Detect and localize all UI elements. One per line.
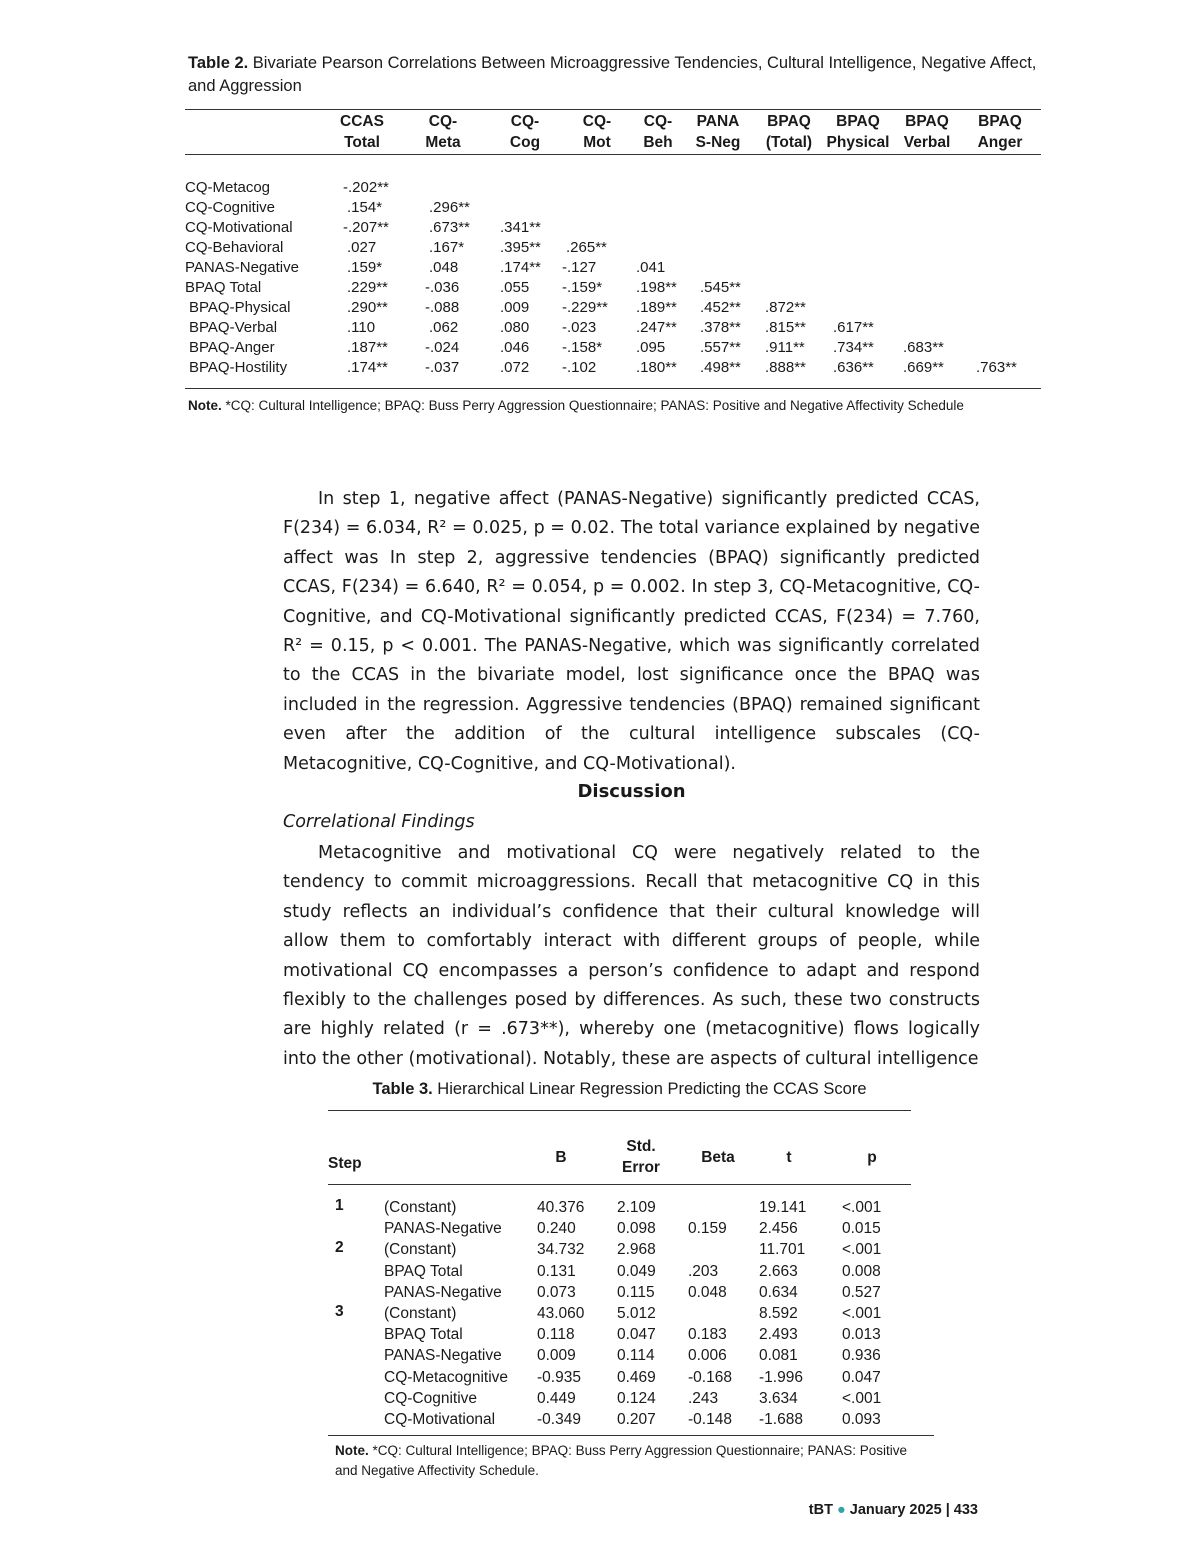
- t3-cell-t: 11.701: [759, 1241, 806, 1259]
- t3-cell-beta: -0.168: [688, 1368, 732, 1386]
- t2-cell: -.158*: [562, 339, 603, 356]
- t2-col-header: [749, 111, 829, 153]
- t3-cell-p: <.001: [842, 1305, 882, 1322]
- t3-cell-beta: 0.159: [688, 1220, 727, 1238]
- t3-cell-p: 0.008: [842, 1262, 881, 1280]
- footer-separator: |: [945, 1502, 950, 1518]
- table3-header-b: B: [555, 1149, 567, 1166]
- t2-cell: .009: [500, 299, 530, 316]
- t2-row-label: BPAQ-Verbal: [189, 319, 278, 336]
- t3-cell-b: 40.376: [537, 1199, 585, 1216]
- t3-step-number: 1: [335, 1197, 344, 1214]
- table2-bottom-rule: [185, 388, 1041, 389]
- t2-cell: .265**: [566, 239, 607, 256]
- t2-row-label: BPAQ-Hostility: [189, 359, 288, 376]
- t3-cell-t: 8.592: [759, 1305, 798, 1322]
- t3-cell-p: 0.093: [842, 1411, 881, 1428]
- t3-cell-p: 0.936: [842, 1347, 881, 1365]
- t2-cell: .498**: [700, 359, 741, 376]
- footer-journal: tBT: [808, 1502, 833, 1518]
- t3-cell-p: 0.527: [842, 1283, 881, 1301]
- t2-cell: -.229**: [562, 299, 608, 316]
- t2-cell: .617**: [833, 319, 874, 336]
- t2-col-header-line: (Total): [765, 134, 813, 151]
- t2-cell: -.202**: [343, 179, 389, 196]
- t2-col-header: [403, 111, 483, 153]
- table2-header-rule: [185, 154, 1041, 155]
- t2-col-header-line: Verbal: [903, 134, 951, 151]
- t2-cell: .296**: [429, 199, 470, 216]
- t2-cell: .378**: [700, 319, 741, 336]
- table2-caption-text: Bivariate Pearson Correlations Between Microaggressive Tendencies, Cultural Intelligence, Negative Affect, and Aggression: [188, 54, 1037, 95]
- table2-note: [188, 398, 964, 413]
- t3-predictor: CQ-Metacognitive: [384, 1368, 509, 1386]
- t3-cell-t: 2.456: [759, 1220, 798, 1238]
- discussion-paragraph: Metacognitive and motivational CQ were negatively related to the tendency to commit microaggressions. Recall that metacognitive CQ in this study reflects an individual’s confidence that their cultural knowledge will allow them to comfortably interact with different groups of people, while motivational CQ encompasses a person’s confidence to adapt and respond flexibly to the challenges posed by differences. As such, these two constructs are highly related (r = .673**), whereby one (metacognitive) flows logically into the other (motivational). Notably, these are aspects of cultural intelligence: [283, 843, 980, 1069]
- t3-cell-beta: .243: [688, 1389, 719, 1407]
- t2-cell: -.088: [425, 299, 460, 316]
- t2-cell: .080: [500, 319, 530, 336]
- t3-cell-se: 2.968: [617, 1241, 656, 1259]
- t2-col-header-line: PANA: [696, 113, 740, 130]
- t2-cell: .174**: [347, 359, 388, 376]
- t3-cell-b: 0.240: [537, 1220, 576, 1238]
- t3-cell-b: 0.131: [537, 1262, 576, 1280]
- t3-step-number: 2: [335, 1239, 344, 1257]
- t2-col-header: [322, 111, 402, 153]
- t2-cell: .669**: [903, 359, 944, 376]
- footer-dot-icon: ●: [836, 1502, 846, 1518]
- t3-predictor: PANAS-Negative: [384, 1347, 502, 1365]
- t2-col-header: [485, 111, 565, 153]
- t3-cell-b: 0.118: [537, 1326, 575, 1344]
- t3-cell-se: 0.098: [617, 1220, 656, 1238]
- t3-cell-beta: 0.006: [688, 1347, 727, 1365]
- t3-cell-b: 0.073: [537, 1283, 576, 1301]
- t3-predictor: (Constant): [384, 1241, 457, 1259]
- t3-predictor: PANAS-Negative: [384, 1220, 502, 1238]
- t3-cell-p: <.001: [842, 1199, 882, 1216]
- t3-cell-t: 2.663: [759, 1262, 798, 1280]
- t3-cell-b: 0.009: [537, 1347, 576, 1365]
- t2-col-header-line: CCAS: [340, 113, 384, 130]
- t3-cell-se: 0.207: [617, 1411, 656, 1428]
- t2-cell: .229**: [347, 279, 388, 296]
- table2-top-rule: [185, 109, 1041, 110]
- t3-cell-t: 0.081: [759, 1347, 798, 1365]
- t3-cell-p: <.001: [842, 1389, 882, 1407]
- t2-row-label: CQ-Metacog: [185, 179, 271, 196]
- t2-col-header-line: CQ-: [582, 113, 612, 130]
- table3-caption-label: Table 3.: [372, 1080, 433, 1098]
- t2-cell: .557**: [700, 339, 741, 356]
- t2-cell: .041: [636, 259, 666, 276]
- page-number: 433: [953, 1502, 978, 1518]
- t2-row-label: BPAQ Total: [185, 279, 262, 296]
- t2-col-header: [887, 111, 967, 153]
- t2-col-header-line: CQ-: [510, 113, 540, 130]
- t2-cell: .290**: [347, 299, 388, 316]
- t2-cell: .763**: [976, 359, 1017, 376]
- t3-cell-beta: -0.148: [688, 1411, 732, 1428]
- discussion-heading: Discussion: [577, 781, 686, 802]
- t3-cell-beta: 0.048: [688, 1283, 727, 1301]
- t2-col-header-line: Beh: [643, 134, 673, 151]
- table3-header-t: t: [786, 1149, 792, 1166]
- table3-header-se-line2: Error: [622, 1159, 660, 1176]
- table3-caption: [328, 1080, 911, 1099]
- t2-col-header-line: CQ-: [428, 113, 458, 130]
- results-paragraph: In step 1, negative affect (PANAS-Negative) significantly predicted CCAS, F(234) = 6.034, R² = 0.025, p = 0.02. The total variance explained by negative affect was In step 2, aggressive tendencies (BPAQ) significantly predicted CCAS, F(234) = 6.640, R² = 0.054, p = 0.002. In step 3, CQ-Metacognitive, CQ-Cognitive, and CQ-Motivational significantly predicted CCAS, F(234) = 7.760, R² = 0.15, p < 0.001. The PANAS-Negative, which was significantly correlated to the CCAS in the bivariate model, lost significance once the BPAQ was included in the regression. Aggressive tendencies (BPAQ) remained significant even after the addition of the cultural intelligence subscales (CQ-Metacognitive, CQ-Cognitive, and CQ-Motivational).: [283, 489, 980, 774]
- page-footer: [809, 1502, 978, 1518]
- t2-col-header-line: BPAQ: [905, 113, 949, 130]
- t2-cell: .189**: [636, 299, 677, 316]
- table2-note-label: Note.: [188, 398, 222, 413]
- t2-cell: .452**: [700, 299, 741, 316]
- t2-cell: .055: [500, 279, 530, 296]
- t3-cell-t: 19.141: [759, 1199, 807, 1216]
- t3-predictor: (Constant): [384, 1199, 457, 1216]
- t2-cell: .636**: [833, 359, 874, 376]
- t3-cell-p: 0.013: [842, 1326, 881, 1344]
- t3-cell-se: 0.114: [617, 1347, 655, 1365]
- t2-row-label: BPAQ-Anger: [189, 339, 275, 356]
- t2-cell: .247**: [636, 319, 677, 336]
- t3-predictor: CQ-Motivational: [384, 1411, 496, 1428]
- table3-header-se-line1: Std.: [626, 1138, 656, 1155]
- t2-cell: -.036: [425, 279, 460, 296]
- t2-col-header-line: Meta: [425, 134, 461, 151]
- t3-cell-b: 34.732: [537, 1241, 585, 1259]
- t2-row-label: PANAS-Negative: [185, 259, 299, 276]
- table2-caption: [188, 52, 1048, 98]
- t2-cell: .027: [347, 239, 377, 256]
- t2-col-header: [818, 111, 898, 153]
- t3-cell-t: 2.493: [759, 1326, 798, 1344]
- t2-col-header-line: Anger: [977, 134, 1023, 151]
- t2-cell: -.102: [562, 359, 597, 376]
- t3-predictor: (Constant): [384, 1305, 457, 1322]
- t2-cell: .341**: [500, 219, 541, 236]
- t3-predictor: PANAS-Negative: [384, 1283, 502, 1301]
- t3-step-number: 3: [335, 1303, 344, 1320]
- t3-cell-se: 5.012: [617, 1305, 656, 1322]
- t3-predictor: BPAQ Total: [384, 1262, 463, 1280]
- t3-cell-se: 0.469: [617, 1368, 656, 1386]
- t2-cell: .046: [500, 339, 530, 356]
- t2-cell: -.159*: [562, 279, 603, 296]
- t3-cell-p: 0.047: [842, 1368, 881, 1386]
- t2-cell: .110: [347, 319, 376, 336]
- t3-cell-t: 3.634: [759, 1389, 798, 1407]
- table3-caption-text: Hierarchical Linear Regression Predicting the CCAS Score: [432, 1080, 867, 1098]
- table3-note: [335, 1441, 915, 1481]
- t2-cell: .180**: [636, 359, 677, 376]
- table3-bottom-rule: [328, 1435, 934, 1436]
- t2-cell: -.024: [425, 339, 460, 356]
- t2-cell: .072: [500, 359, 530, 376]
- t2-cell: .174**: [500, 259, 541, 276]
- t2-col-header-line: CQ-: [643, 113, 673, 130]
- t2-col-header-line: S-Neg: [695, 134, 741, 151]
- t3-cell-se: 0.124: [617, 1389, 656, 1407]
- t2-cell: .159*: [347, 259, 383, 276]
- t2-row-label: CQ-Motivational: [185, 219, 293, 236]
- table2-caption-label: Table 2.: [188, 54, 249, 72]
- table3-header-step: Step: [328, 1155, 362, 1172]
- t2-cell: .198**: [636, 279, 677, 296]
- t2-cell: -.023: [562, 319, 597, 336]
- t2-col-header: [678, 111, 758, 153]
- t3-cell-t: -1.996: [759, 1368, 803, 1386]
- t2-cell: -.037: [425, 359, 460, 376]
- t3-predictor: CQ-Cognitive: [384, 1389, 478, 1407]
- t2-col-header-line: Cog: [509, 134, 541, 151]
- t2-cell: .187**: [347, 339, 388, 356]
- t2-row-label: BPAQ-Physical: [189, 299, 291, 316]
- t2-cell: .872**: [765, 299, 806, 316]
- t3-cell-b: -0.935: [537, 1368, 581, 1386]
- t2-cell: .888**: [765, 359, 806, 376]
- t2-cell: .154*: [347, 199, 383, 216]
- t2-col-header-line: Physical: [826, 134, 890, 151]
- t2-cell: .673**: [429, 219, 470, 236]
- t3-cell-p: <.001: [842, 1241, 882, 1259]
- t3-cell-p: 0.015: [842, 1220, 881, 1238]
- t3-cell-se: 0.047: [617, 1326, 656, 1344]
- t2-col-header: [960, 111, 1040, 153]
- t3-cell-t: -1.688: [759, 1411, 803, 1428]
- t2-cell: .062: [429, 319, 459, 336]
- table3-header-rule: [328, 1184, 911, 1185]
- t2-cell: -.127: [562, 259, 597, 276]
- t3-predictor: BPAQ Total: [384, 1326, 463, 1344]
- t3-cell-se: 0.115: [617, 1283, 655, 1301]
- t2-cell: .167*: [429, 239, 465, 256]
- t2-cell: -.207**: [343, 219, 389, 236]
- footer-date: January 2025: [849, 1502, 942, 1518]
- table3-top-rule: [328, 1110, 911, 1111]
- t3-cell-b: 43.060: [537, 1305, 585, 1322]
- t2-cell: .545**: [700, 279, 741, 296]
- t3-cell-b: -0.349: [537, 1411, 581, 1428]
- table3-header-p: p: [867, 1149, 877, 1166]
- t2-cell: .911**: [765, 339, 805, 356]
- correlational-findings-subheading: Correlational Findings: [283, 812, 475, 832]
- table3-header-beta: Beta: [701, 1149, 735, 1166]
- t3-cell-beta: .203: [688, 1262, 719, 1280]
- table3-note-text: *CQ: Cultural Intelligence; BPAQ: Buss Perry Aggression Questionnaire; PANAS: Positive and Negative Affectivity Schedule.: [335, 1443, 907, 1478]
- t2-col-header-line: BPAQ: [978, 113, 1022, 130]
- t2-cell: .395**: [500, 239, 541, 256]
- t2-col-header-line: BPAQ: [767, 113, 811, 130]
- t3-cell-se: 2.109: [617, 1199, 656, 1216]
- t3-cell-se: 0.049: [617, 1262, 656, 1280]
- t2-cell: .683**: [903, 339, 944, 356]
- t2-cell: .048: [429, 259, 459, 276]
- t2-cell: .095: [636, 339, 666, 356]
- t3-cell-b: 0.449: [537, 1389, 576, 1407]
- table3-note-label: Note.: [335, 1443, 369, 1458]
- t2-col-header-line: Mot: [583, 134, 611, 151]
- t2-row-label: CQ-Behavioral: [185, 239, 284, 256]
- t2-col-header-line: BPAQ: [836, 113, 880, 130]
- t2-cell: .815**: [765, 319, 806, 336]
- t2-cell: .734**: [833, 339, 874, 356]
- t3-cell-beta: 0.183: [688, 1326, 727, 1344]
- t2-col-header-line: Total: [344, 134, 380, 151]
- t2-row-label: CQ-Cognitive: [185, 199, 276, 216]
- table2-note-text: *CQ: Cultural Intelligence; BPAQ: Buss Perry Aggression Questionnaire; PANAS: Positive and Negative Affectivity Schedule: [221, 398, 964, 413]
- t3-cell-t: 0.634: [759, 1283, 798, 1301]
